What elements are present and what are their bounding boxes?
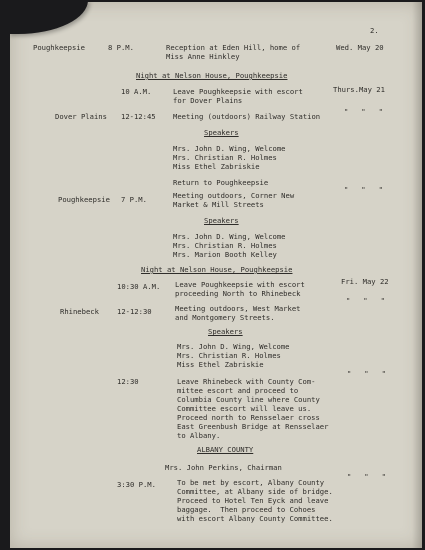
ditto-date: " " " <box>347 472 386 481</box>
speaker: Mrs. John D. Wing, Welcome <box>173 144 286 153</box>
event-desc: with escort Albany County Committee. <box>177 514 333 523</box>
speaker: Mrs. Marion Booth Kelley <box>173 250 277 259</box>
event-desc: Meeting (outdoors) Railway Station <box>173 112 321 121</box>
return-note: Return to Poughkeepsie <box>173 178 269 187</box>
event-desc: East Greenbush Bridge at Rensselaer <box>177 422 329 431</box>
speaker: Mrs. John D. Wing, Welcome <box>177 342 290 351</box>
event-desc: To be met by escort, Albany County <box>177 478 325 487</box>
typed-document-page <box>10 2 422 548</box>
speaker: Miss Ethel Zabriskie <box>173 162 260 171</box>
event-desc: for Dover Plains <box>173 96 243 105</box>
speaker: Miss Ethel Zabriskie <box>177 360 264 369</box>
speaker: Mrs. Christian R. Holmes <box>173 241 277 250</box>
time: 10:30 A.M. <box>117 282 161 291</box>
date: Thurs.May 21 <box>333 85 385 94</box>
event-desc: proceeding North to Rhinebeck <box>175 289 301 298</box>
time: 12-12:45 <box>121 112 156 121</box>
chairman-line: Mrs. John Perkins, Chairman <box>165 463 282 472</box>
folded-corner <box>10 2 88 34</box>
event-desc: mittee escort and proceed to <box>177 386 299 395</box>
ditto-date: " " " <box>346 296 385 305</box>
place: Poughkeepsie <box>58 195 110 204</box>
place: Poughkeepsie <box>33 43 85 52</box>
speaker: Mrs. Christian R. Holmes <box>177 351 281 360</box>
event-desc: Reception at Eden Hill, home of <box>166 43 301 52</box>
event-desc: Leave Poughkeepsie with escort <box>175 280 305 289</box>
ditto-date: " " " <box>344 107 383 116</box>
event-desc: Committee, at Albany side of bridge. <box>177 487 333 496</box>
time: 3:30 P.M. <box>117 480 156 489</box>
speakers-heading: Speakers <box>208 327 243 336</box>
time: 10 A.M. <box>121 87 152 96</box>
time: 12:30 <box>117 377 139 386</box>
time: 12-12:30 <box>117 307 152 316</box>
event-desc: Meeting outdoors, Corner New <box>173 191 295 200</box>
event-desc: Leave Poughkeepsie with escort <box>173 87 303 96</box>
time: 8 P.M. <box>108 43 134 52</box>
event-desc: Miss Anne Hinkley <box>166 52 240 61</box>
place: Rhinebeck <box>60 307 99 316</box>
ditto-date: " " " <box>347 369 386 378</box>
page-number: 2. <box>370 26 379 35</box>
event-desc: Proceed north to Rensselaer cross <box>177 413 320 422</box>
speaker: Mrs. Christian R. Holmes <box>173 153 277 162</box>
event-desc: Committee escort will leave us. <box>177 404 312 413</box>
speakers-heading: Speakers <box>204 128 239 137</box>
date: Fri. May 22 <box>341 277 389 286</box>
ditto-date: " " " <box>344 185 383 194</box>
section-heading: Night at Nelson House, Poughkeepsie <box>141 265 293 274</box>
event-desc: Market & Mill Streets <box>173 200 264 209</box>
place: Dover Plains <box>55 112 107 121</box>
event-desc: Columbia County line where County <box>177 395 320 404</box>
speakers-heading: Speakers <box>204 216 239 225</box>
time: 7 P.M. <box>121 195 147 204</box>
event-desc: Leave Rhinebeck with County Com- <box>177 377 316 386</box>
event-desc: Proceed to Hotel Ten Eyck and leave <box>177 496 329 505</box>
section-heading: Night at Nelson House, Poughkeepsie <box>136 71 288 80</box>
county-heading: ALBANY COUNTY <box>197 445 254 454</box>
date: Wed. May 20 <box>336 43 384 52</box>
speaker: Mrs. John D. Wing, Welcome <box>173 232 286 241</box>
event-desc: to Albany. <box>177 431 221 440</box>
event-desc: Meeting outdoors, West Market <box>175 304 301 313</box>
page-edge-shadow <box>412 2 422 548</box>
event-desc: and Montgomery Streets. <box>175 313 275 322</box>
event-desc: baggage. Then proceed to Cohoes <box>177 505 316 514</box>
